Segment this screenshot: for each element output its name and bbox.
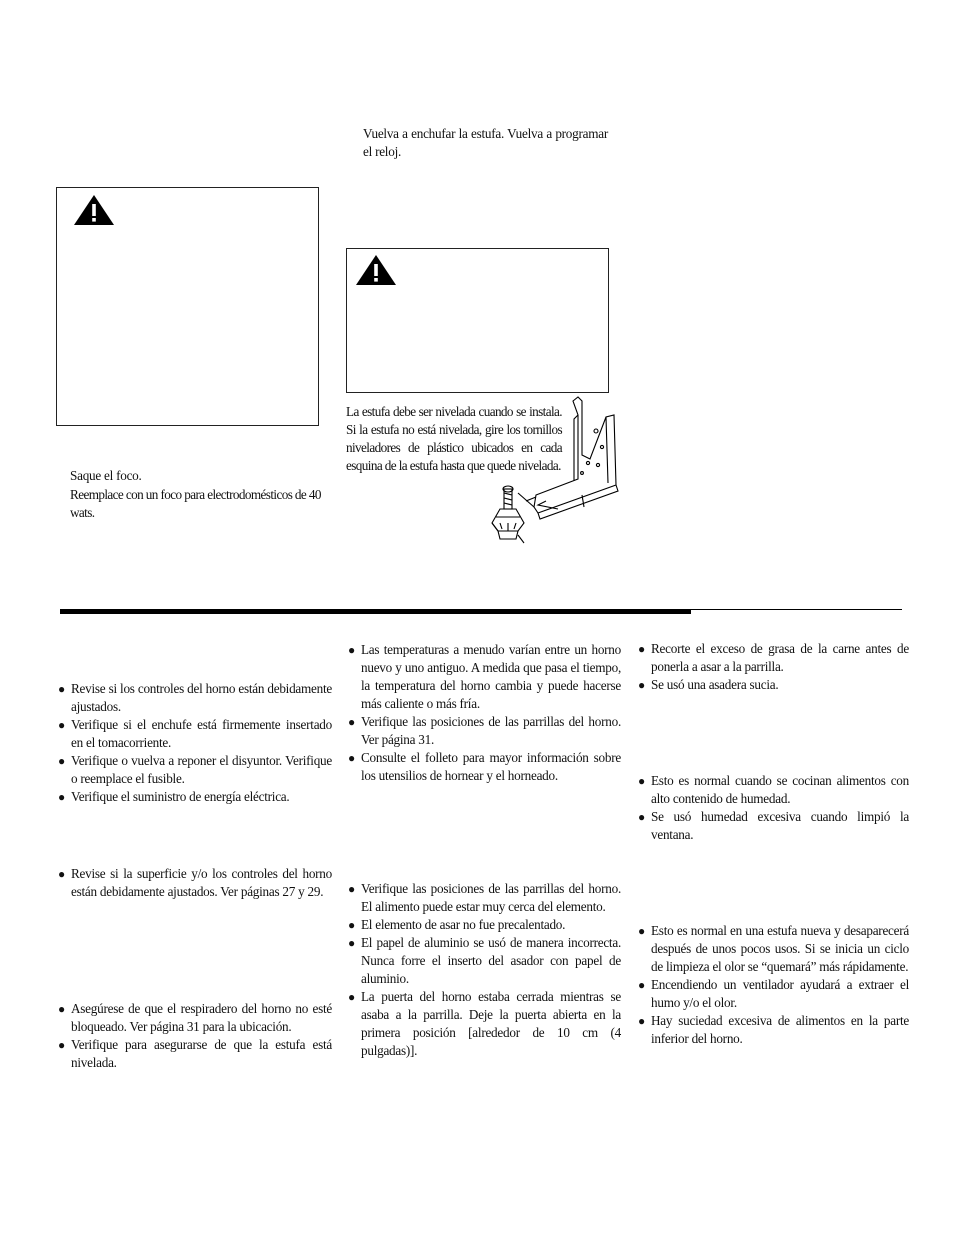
list-item: ● Esto es normal cuando se cocinan alimentos con alto contenido de humedad. [638,773,909,806]
warning-box-middle [346,248,609,393]
col1-list-1 [58,680,332,806]
list-item: ● Se usó humedad excesiva cuando limpió la ventana. [638,809,909,842]
list-item: ● Asegúrese de que el respiradero del horno no esté bloqueado. Ver página 31 para la ubicación. [58,1001,332,1034]
list-item: ● Verifique o vuelva a reponer el disyuntor. Verifique o reemplace el fusible. [58,753,332,786]
warning-triangle-icon [72,193,116,227]
list-item: ● Esto es normal en una estufa nueva y desaparecerá después de unos pocos usos. Si se inicia un ciclo de limpieza el olor se “quemará” más rápidamente. [638,923,909,974]
col3-list-1 [638,640,909,694]
col2-list-1 [348,641,621,785]
col1-list-2 [58,865,332,901]
list-item: ● Verifique las posiciones de las parrillas del horno. El alimento puede estar muy cerca del elemento. [348,881,621,914]
warning-box-left [56,187,319,426]
col2-list-2 [348,880,621,1060]
leveling-leg-illustration [478,395,620,547]
list-item: ● El elemento de asar no fue precalentado. [348,917,566,932]
bulb-step-2: Reemplace con un foco para electrodomésticos de 40 wats. [70,487,321,520]
list-item: ● Consulte el folleto para mayor información sobre los utensilios de hornear y el horneado. [348,750,621,783]
warning-triangle-icon [354,253,398,287]
section-divider-thin [691,609,902,610]
list-item: ● Las temperaturas a menudo varían entre un horno nuevo y uno antiguo. A medida que pasa el tiempo, la temperatura del horno cambia y puede hacerse más caliente o más fría. [348,642,621,711]
bulb-step-1: Saque el foco. [70,468,142,483]
list-item: ● Verifique para asegurarse de que la estufa está nivelada. [58,1037,332,1070]
col3-list-2 [638,772,909,844]
col3-list-3 [638,922,909,1048]
list-item: ● Verifique las posiciones de las parrillas del horno. Ver página 31. [348,714,621,747]
list-item: ● Recorte el exceso de grasa de la carne antes de ponerla a asar a la parrilla. [638,641,909,674]
plug-in-note: Vuelva a enchufar la estufa. Vuelva a programar el reloj. [363,126,608,159]
list-item: ● Verifique si el enchufe está firmemente insertado en el tomacorriente. [58,717,332,750]
list-item: ● El papel de aluminio se usó de manera incorrecta. Nunca forre el inserto del asador con papel de aluminio. [348,935,621,986]
list-item: ● Se usó una asadera sucia. [638,677,779,692]
section-divider [60,609,691,614]
list-item: ● La puerta del horno estaba cerrada mientras se asaba a la parrilla. Deje la puerta abierta en la primera posición [alrededor de 10 cm (4 pulgadas)]. [348,989,621,1058]
list-item: ● Revise si la superficie y/o los controles del horno están debidamente ajustados. Ver páginas 27 y 29. [58,866,332,899]
list-item: ● Revise si los controles del horno están debidamente ajustados. [58,681,332,714]
col1-list-3 [58,1000,332,1072]
list-item: ● Verifique el suministro de energía eléctrica. [58,789,290,804]
list-item: ● Encendiendo un ventilador ayudará a extraer el humo y/o el olor. [638,977,909,1010]
list-item: ● Hay suciedad excesiva de alimentos en la parte inferior del horno. [638,1013,909,1046]
leveling-text: La estufa debe ser nivelada cuando se instala. Si la estufa no está nivelada, gire los tornillos niveladores de plástico ubicados en cada esquina de la estufa hasta que quede nivelada. [346,404,562,473]
